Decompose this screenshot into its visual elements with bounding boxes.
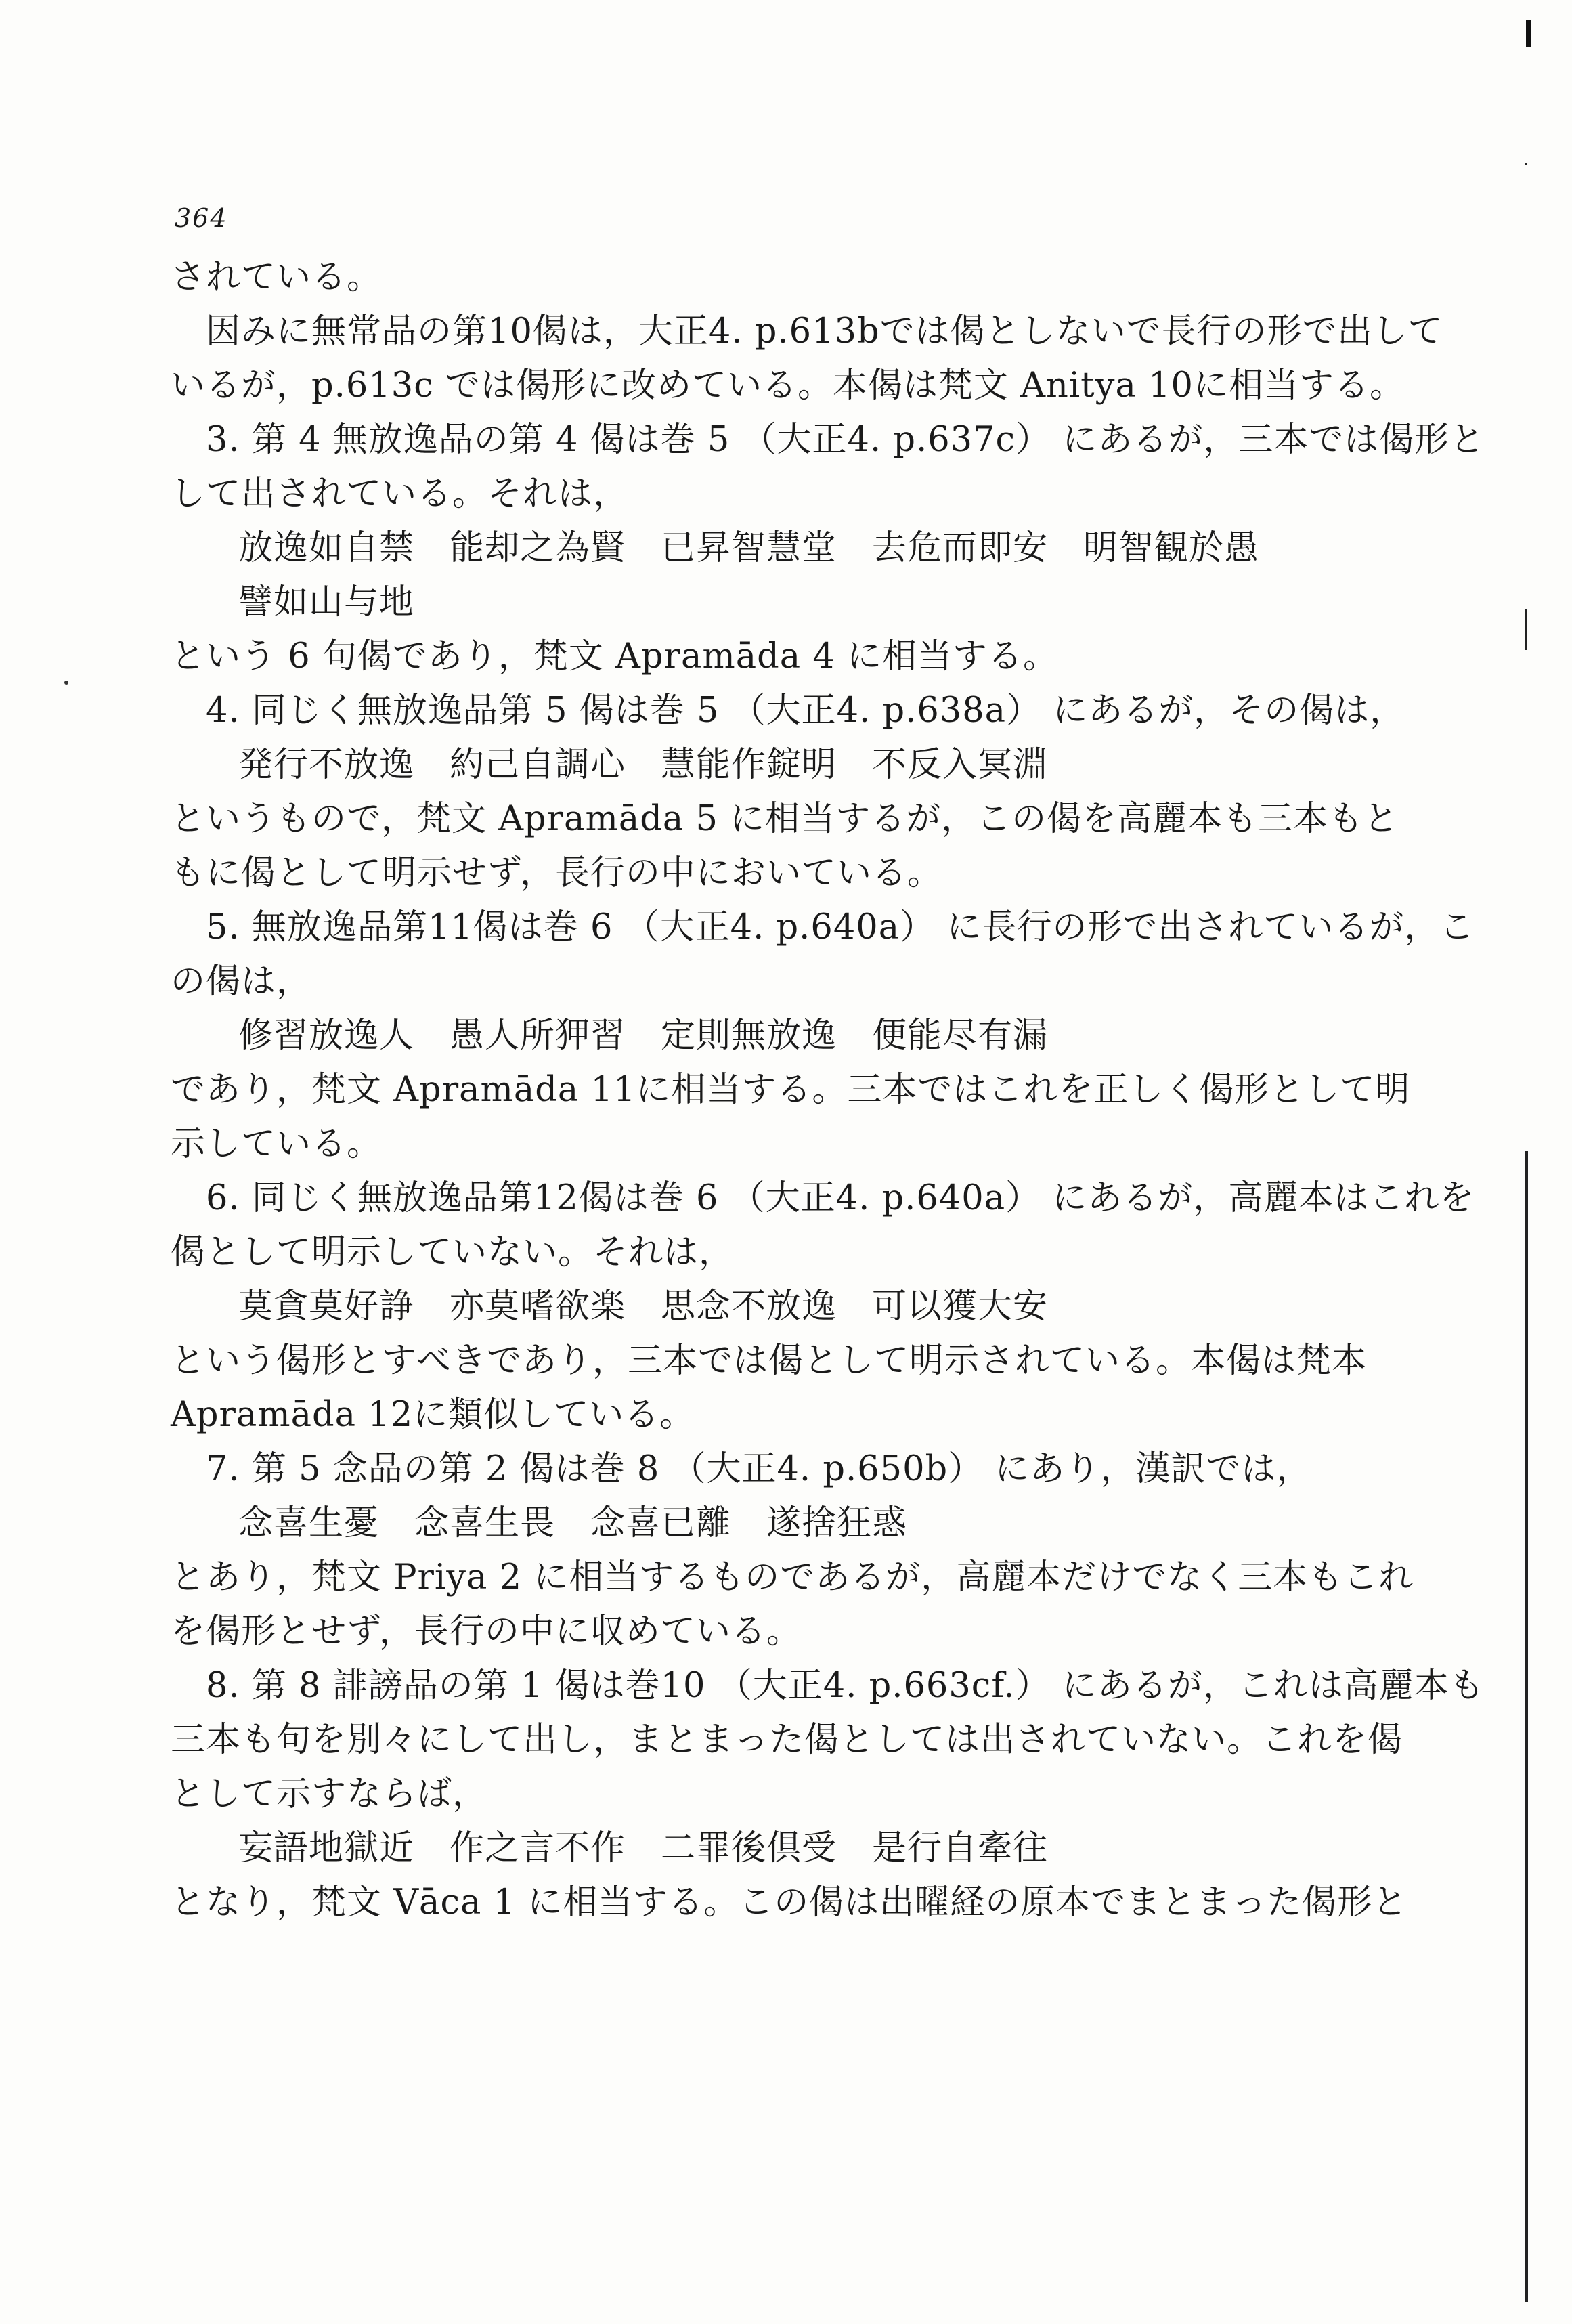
scan-edge-tick [1526, 20, 1531, 47]
verse-line: 放逸如自禁 能却之為賢 已昇智慧堂 去危而即安 明智観於愚 [238, 528, 1260, 568]
text-line: して出されている。それは， [171, 474, 629, 514]
item-3-heading: 3. 第 4 無放逸品の第 4 偈は巻 5 （大正4. p.637c） にあるが，三本では偈形と [206, 420, 1485, 460]
text-line: であり，梵文 Apramāda 11に相当する。三本ではこれを正しく偈形として明 [171, 1070, 1411, 1110]
verse-line: 修習放逸人 愚人所狎習 定則無放逸 便能尽有漏 [238, 1016, 1049, 1056]
item-8-heading: 8. 第 8 誹謗品の第 1 偈は巻10 （大正4. p.663cf.） にあるが，これは高麗本も [206, 1666, 1485, 1706]
text-line: 示している。 [171, 1124, 383, 1164]
scan-edge-line [1525, 1151, 1528, 2302]
verse-line: 念喜生憂 念喜生畏 念喜已離 遂捨狂惑 [238, 1503, 908, 1543]
verse-line: 譬如山与地 [238, 582, 415, 622]
scan-edge-line [1525, 609, 1527, 650]
page-number: 364 [175, 203, 228, 233]
text-line: として示すならば， [171, 1774, 488, 1814]
text-line: という偈形とすべきであり，三本では偈として明示されている。本偈は梵本 [171, 1341, 1367, 1381]
text-line: いるが，p.613c では偈形に改めている。本偈は梵文 Anitya 10に相当する。 [171, 366, 1405, 406]
text-line: 三本も句を別々にして出し，まとまった偈としては出されていない。これを偈 [171, 1720, 1403, 1760]
verse-line: 発行不放逸 約己自調心 慧能作錠明 不反入冥淵 [238, 745, 1049, 785]
text-line: もに偈として明示せず，長行の中においている。 [171, 853, 942, 893]
text-line: というもので，梵文 Apramāda 5 に相当するが，この偈を高麗本も三本もと [171, 799, 1399, 839]
verse-line: 妄語地獄近 作之言不作 二罪後倶受 是行自牽往 [238, 1828, 1049, 1868]
verse-line: 莫貪莫好諍 亦莫嗜欲楽 思念不放逸 可以獲大安 [238, 1287, 1049, 1327]
text-line: を偈形とせず，長行の中に収めている。 [171, 1612, 802, 1652]
item-7-heading: 7. 第 5 念品の第 2 偈は巻 8 （大正4. p.650b） にあり，漢訳では， [206, 1449, 1312, 1489]
item-5-heading: 5. 無放逸品第11偈は巻 6 （大正4. p.640a） に長行の形で出されているが，こ [206, 907, 1475, 947]
text-line: 偈として明示していない。それは， [171, 1232, 735, 1272]
text-line: とあり，梵文 Priya 2 に相当するものであるが，高麗本だけでなく三本もこれ [171, 1557, 1414, 1597]
body-text [171, 251, 1485, 1930]
text-line: という 6 句偈であり，梵文 Apramāda 4 に相当する。 [171, 637, 1059, 676]
item-6-heading: 6. 同じく無放逸品第12偈は巻 6 （大正4. p.640a） にあるが，高麗本はこれを [206, 1178, 1475, 1218]
item-4-heading: 4. 同じく無放逸品第 5 偈は巻 5 （大正4. p.638a） にあるが，その偈は， [206, 691, 1405, 731]
text-line: されている。 [171, 257, 383, 297]
text-line: の偈は， [171, 962, 312, 1002]
text-line: 因みに無常品の第10偈は，大正4. p.613bでは偈としないで長行の形で出して [206, 311, 1443, 351]
text-line: となり，梵文 Vāca 1 に相当する。この偈は出曜経の原本でまとまった偈形と [171, 1882, 1408, 1922]
scan-speck [64, 681, 68, 685]
text-line: Apramāda 12に類似している。 [171, 1395, 695, 1435]
scan-edge-line [1525, 163, 1527, 165]
